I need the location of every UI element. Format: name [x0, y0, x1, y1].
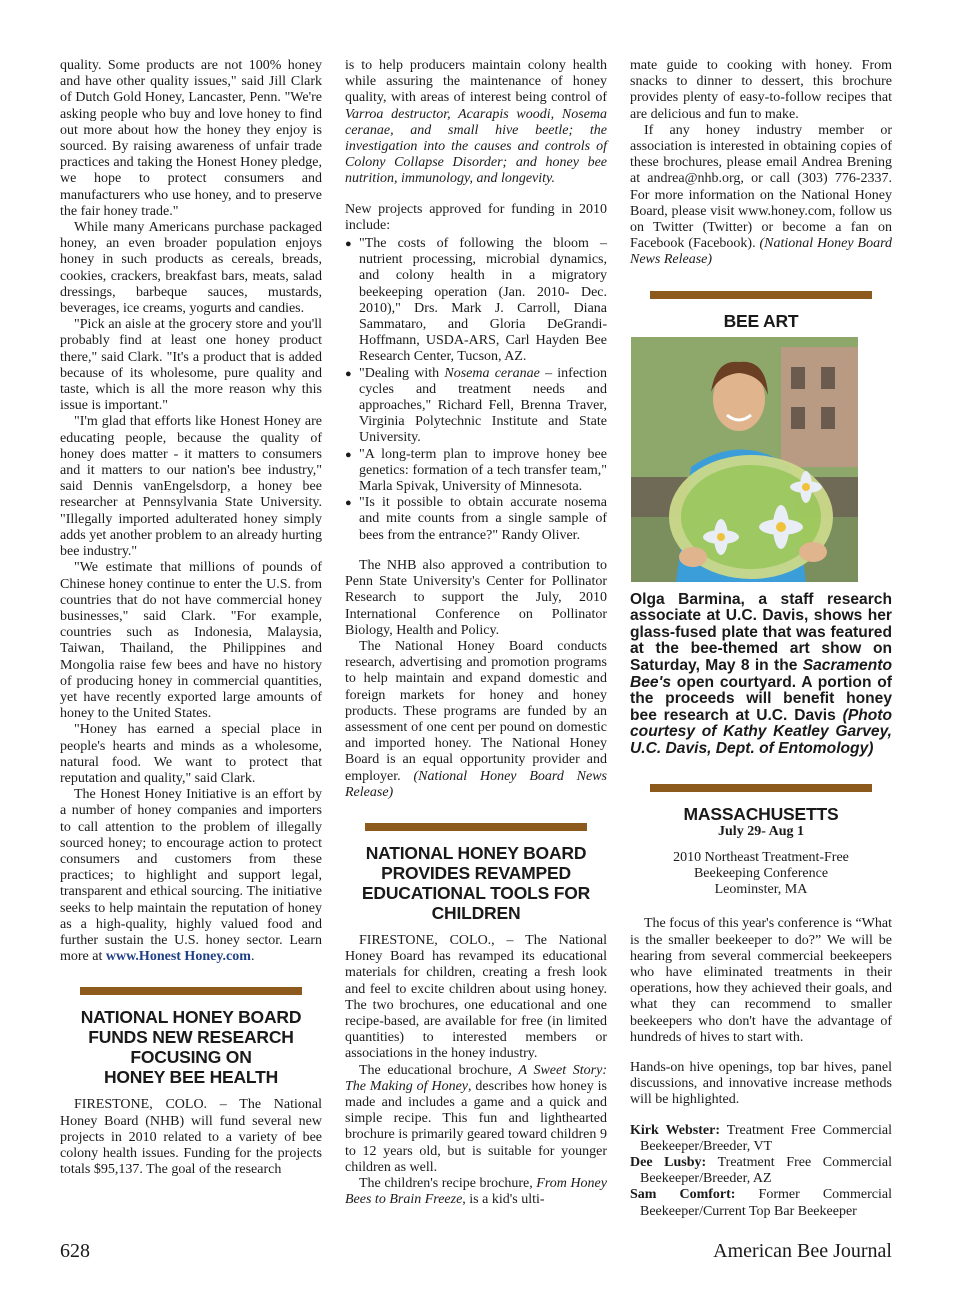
heading-line: CHILDREN	[431, 902, 521, 923]
paragraph: Hands-on hive openings, top bar hives, panel discussions, and innovative increase methods will be highlighted.	[630, 1060, 892, 1108]
section-divider	[650, 784, 872, 792]
speaker-name: Sam Comfort:	[630, 1187, 736, 1203]
paragraph: While many Americans purchase packaged honey, an even broader population enjoys honey in such products as cereals, breads, cookies, crackers, breakfast bars, meats, salad dressings, barbeque sauces, mustards, beverages, ice creams, yogurts and candies.	[60, 220, 322, 317]
photo-credit: (Photo courtesy of Kathy Keatley Garvey, U.C. Davis, Dept. of Entomology)	[630, 706, 892, 757]
speaker-name: Dee Lusby:	[630, 1155, 707, 1171]
caption-text: Olga Barmina, a staff research associate at U.C. Davis, shows her glass-fused plate that was featured at the bee-themed art show on Saturday, May 8 in the	[630, 590, 892, 675]
research-heading	[60, 1007, 322, 1087]
speaker-item	[630, 1187, 892, 1219]
paragraph: "I'm glad that efforts like Honest Honey are educating people, because the quality of honey does matter - it matters to consumers and it matters to our nation's bee industry," said Dennis vanEngelsdorp, a honey bee researcher at Pennsylvania State University. "Illegally imported adulterated honey simply adds yet another problem to an already hurting bee industry."	[60, 414, 322, 560]
paragraph-text: If any honey industry member or association is interested in obtaining copies of these brochures, please email Andrea Brening at andrea@nhb.org, or call (303) 776-2337. For more information on the National Honey Board, please visit www.honey.com, follow us on Twitter (Twitter) or become a fan on Facebook (Facebook).	[630, 122, 892, 252]
speaker-desc: Treatment Free Commercial Beekeeper/Breeder, AZ	[640, 1155, 893, 1187]
section-divider	[80, 987, 302, 995]
publication-name: American Bee Journal	[713, 1240, 892, 1262]
paragraph: "We estimate that millions of pounds of Chinese honey continue to enter the U.S. from countries that do not have commercial honey businesses," said Clark. "For example, countries such as Indonesia, Malaysia, Taiwan, Thailand, the Philippines and Mongolia raise few bees and have no history of producing honey in commercial quantities, yet have recently exported large amounts of honey to the United States.	[60, 560, 322, 722]
paragraph: mate guide to cooking with honey. From snacks to dinner to dessert, this brochure provides plenty of easy-to-follow recipes that are delicious and fun to make.	[630, 58, 892, 122]
heading-line: FOCUSING ON	[130, 1047, 252, 1068]
heading-line: HONEY BEE HEALTH	[103, 1067, 279, 1088]
paragraph-brochure	[345, 1063, 607, 1176]
bullet-text: "Dealing with	[359, 365, 440, 381]
page-number: 628	[60, 1240, 90, 1262]
paragraph-honest-honey	[60, 787, 322, 965]
paragraph: FIRESTONE, COLO. – The National Honey Board (NHB) will fund several new projects in 2010 related to a variety of bee colony health issues. Funding for the projects totals $95,137. The goal of the research	[60, 1097, 322, 1178]
speaker-item	[630, 1123, 892, 1155]
caption-text: open courtyard. A portion of the proceeds will benefit honey bee research at U.C. Davis	[630, 673, 892, 724]
speaker-name: Kirk Webster:	[630, 1122, 720, 1138]
paragraph: The focus of this year's conference is “What is the smaller beekeeper to do?” We will be hearing from several commercial beekeepers who have eliminated treatments in their operations, how they achieved their goals, and what they can recommend to smaller beekeepers who don't have the advantage of hundreds of hives to start with.	[630, 916, 892, 1045]
projects-list	[345, 236, 607, 544]
projects-intro: New projects approved for funding in 2010 include:	[345, 201, 607, 233]
bullet-italic: Nosema ceranae	[444, 365, 540, 381]
list-item: ● "A long-term plan to improve honey bee genetics: formation of a tech transfer team," Marla Spivak, University of Minnesota.	[345, 447, 607, 496]
column-2	[345, 58, 607, 1208]
photo-illustration	[631, 337, 858, 582]
paragraph: The NHB also approved a contribution to Penn State University's Center for Pollinator Research to support the July, 2010 International Conference on Pollinator Biology, Health and Policy.	[345, 557, 607, 638]
heading-line: NATIONAL HONEY BOARD	[365, 842, 587, 863]
speaker-desc: Former Commercial Beekeeper/Current Top Bar Beekeeper	[640, 1187, 893, 1219]
bee-art-photo	[631, 337, 858, 582]
research-goal	[345, 58, 607, 188]
bullet-text: – infection cycles and treatment needs and approaches," Richard Fell, Brenna Traver, Virginia Polytechnic Institute and State University.	[359, 365, 608, 446]
caption-italic: Sacramento Bee's	[630, 657, 892, 691]
brochure-title: From Honey Bees to Brain Freeze	[345, 1175, 607, 1208]
paragraph: "Honey has earned a special place in people's hearts and minds as a wholesome, natural food. We want to protect that reputation and quality," said Clark.	[60, 722, 322, 786]
list-item: ● "The costs of following the bloom – nutrient processing, microbial dynamics, and colony health in a migratory beekeeping operation (Jan. 2010- Dec. 2010)," Drs. Mark J. Carroll, Diana Sammataro, and Gloria DeGrandi-Hoffmann, USDA-ARS, Carl Hayden Bee Research Center, Tucson, AZ.	[345, 236, 607, 366]
speaker-item	[630, 1155, 892, 1187]
conference-line: Beekeeping Conference	[693, 865, 829, 881]
list-item	[345, 366, 607, 447]
heading-line: FUNDS NEW RESEARCH	[88, 1027, 294, 1048]
section-divider	[365, 823, 587, 831]
paragraph-text: The National Honey Board conducts research, advertising and promotion programs to help maintain and expand domestic and foreign markets for honey and honey products. These programs are funded by an assessment of one cent per pound on domestic and imported honey. The National Honey Board is an equal opportunity provider and employer.	[345, 638, 607, 784]
link-period: .	[250, 949, 255, 965]
paragraph: FIRESTONE, COLO., – The National Honey Board has revamped its educational materials for children, creating a fresh look and feel to excite children about using honey. The two brochures, one educational and one recipe-based, are available for free (in limited quantities) to interested members or associations in the honey industry.	[345, 932, 607, 1062]
heading-line: PROVIDES REVAMPED	[381, 862, 571, 883]
speaker-desc: Treatment Free Commercial Beekeeper/Breeder, VT	[640, 1122, 892, 1154]
news-release-credit: (National Honey Board News Release)	[345, 768, 607, 800]
paragraph-text: The Honest Honey Initiative is an effort by a number of honey companies and importers to call attention to the problem of illegally sourced honey; to encourage action to protect consumers and customers from these practices; to highlight and support legal, transparent and ethical sourcing. The initiative seeks to help maintain the reputation of honey as a high-quality, highly valued food and further sustain the U.S. honey sector. Learn more at	[60, 787, 322, 965]
paragraph-text: The educational brochure,	[359, 1062, 512, 1078]
brochure-title: A Sweet Story: The Making of Honey	[345, 1062, 607, 1094]
paragraph-contact	[630, 123, 892, 269]
goal-italic: Varroa destructor, Acarapis woodi, Nosema ceranae, and small hive beetle; the investigation into the causes and controls of Colony Collapse Disorder; and honey bee nutrition, immunology, and longevity.	[345, 106, 607, 187]
news-release-credit: (National Honey Board News Release)	[630, 236, 892, 268]
paragraph-text: , describes how honey is made and includes a game and a quick and simple recipe. This fun and lighthearted brochure is primarily geared toward children 9 to 12 years old, but is suitable for younger children as well.	[345, 1078, 607, 1175]
paragraph-text: , is a kid's ulti-	[462, 1192, 545, 1208]
educational-tools-heading	[345, 843, 607, 923]
column-1	[60, 58, 322, 1178]
column-3	[630, 58, 892, 1220]
photo-caption	[630, 592, 892, 758]
speaker-list	[630, 1123, 892, 1220]
heading-line: EDUCATIONAL TOOLS FOR	[361, 882, 591, 903]
bee-art-heading: BEE ART	[723, 310, 799, 331]
honest-honey-link[interactable]: www.Honest Honey.com	[105, 949, 251, 965]
paragraph-recipe	[345, 1176, 607, 1208]
paragraph-nhb	[345, 639, 607, 801]
paragraph-text: The children's recipe brochure,	[359, 1175, 533, 1191]
list-item: ● "Is it possible to obtain accurate nosema and mite counts from a single sample of bees from the entrance?" Randy Oliver.	[345, 495, 607, 544]
event-dates: July 29- Aug 1	[718, 823, 804, 839]
paragraph: "Pick an aisle at the grocery store and you'll probably find at least one honey product there," said Clark. "It's a product that is added because of its wholesome, pure quality and taste, which is all the more reason why this issue is important."	[60, 317, 322, 414]
conference-line: Leominster, MA	[714, 882, 808, 898]
massachusetts-heading: MASSACHUSETTS	[683, 803, 839, 824]
section-divider	[650, 291, 872, 299]
goal-text: is to help producers maintain colony health while assuring the maintenance of honey quality, with areas of interest being control of	[345, 58, 607, 106]
conference-line: 2010 Northeast Treatment-Free	[673, 849, 849, 865]
paragraph: quality. Some products are not 100% honey and have other quality issues," said Jill Clark of Dutch Gold Honey, Lancaster, Penn. "We're asking people who buy and love honey to find out more about how the honey they enjoy is sourced. By raising awareness of unfair trade practices and taking the Honest Honey pledge, we hope to protect consumers and manufacturers who use honey, and to preserve the fair honey trade."	[60, 58, 322, 219]
conference-info	[630, 850, 892, 899]
heading-line: NATIONAL HONEY BOARD	[80, 1007, 302, 1028]
